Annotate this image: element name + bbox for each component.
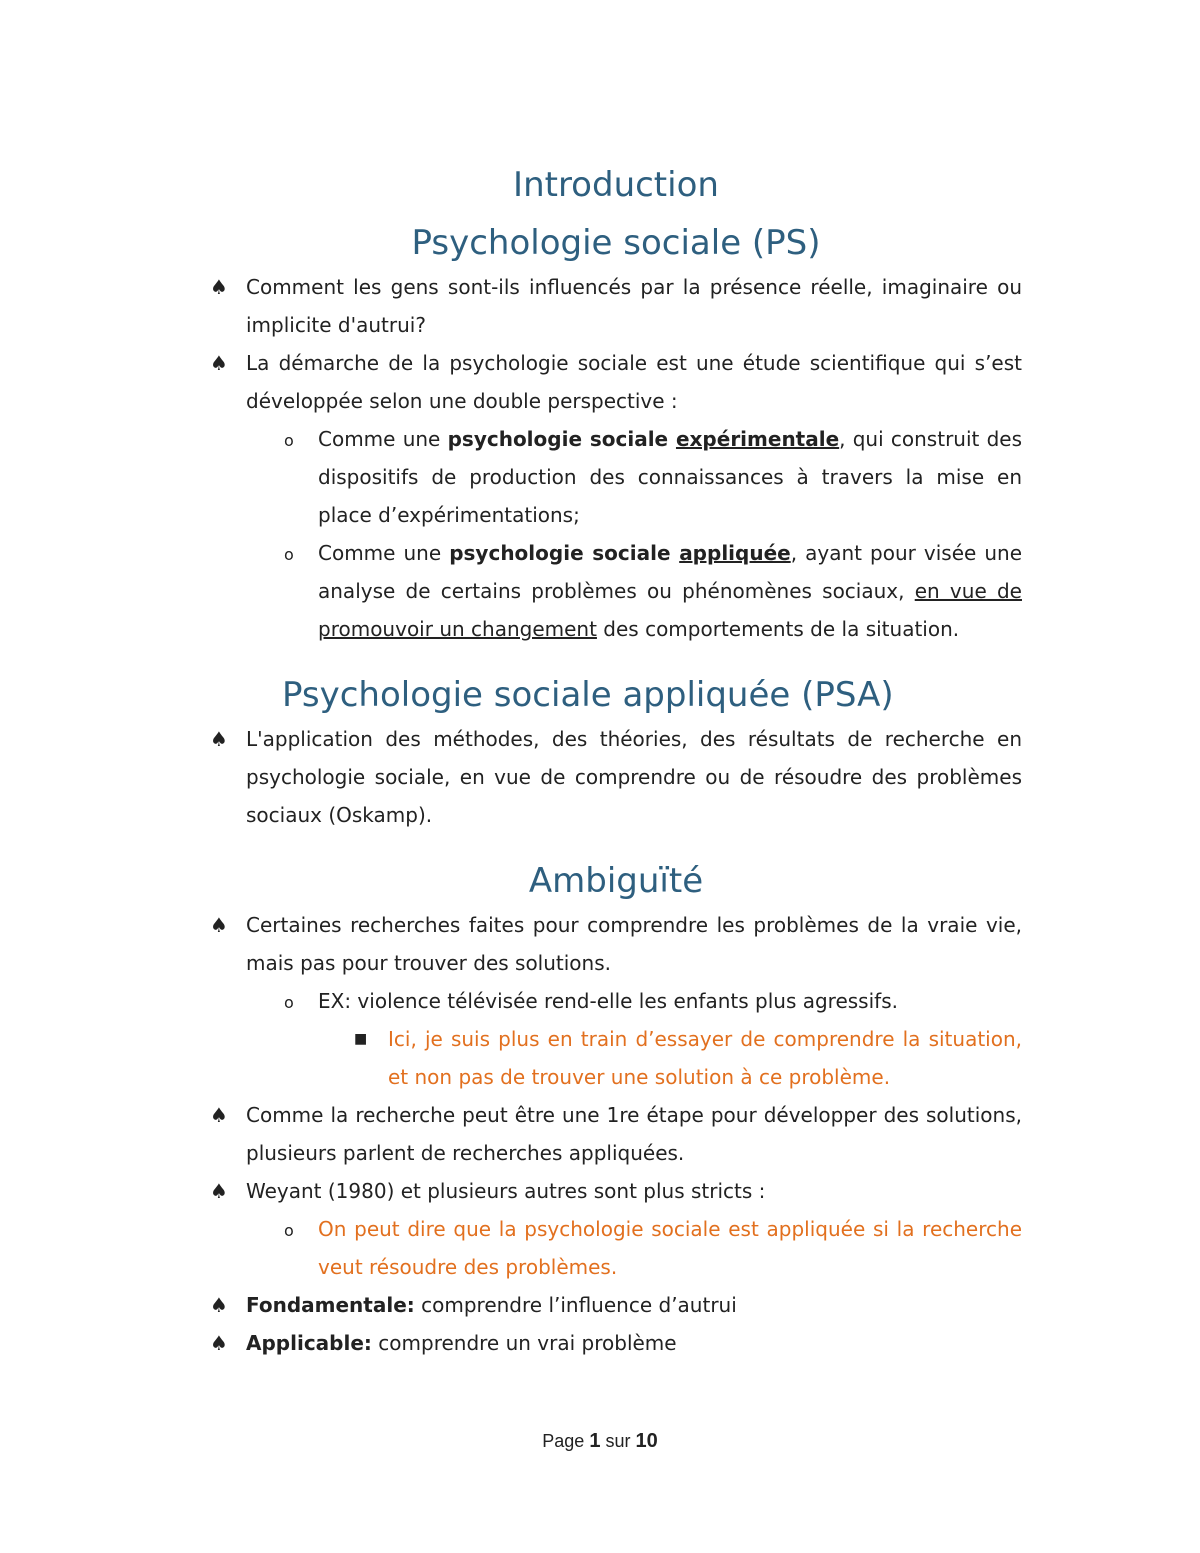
list-item: o EX: violence télévisée rend-elle les enfants plus agressifs. — [282, 982, 1022, 1020]
page-total: 10 — [635, 1430, 658, 1452]
circle-bullet-icon: o — [284, 1221, 294, 1240]
amb-list-2 — [210, 1096, 1022, 1210]
spade-bullet-icon: ♠ — [210, 1293, 228, 1317]
list-item: o Comme une psychologie sociale expérimentale, qui construit des dispositifs de production des connaissances à travers la mise en place d’expérimentations; — [282, 420, 1022, 534]
page-number: 1 — [589, 1430, 601, 1452]
spade-bullet-icon: ♠ — [210, 351, 228, 375]
list-item: ♠ Comment les gens sont-ils influencés par la présence réelle, imaginaire ou implicite d'autrui? — [210, 268, 1022, 344]
spade-bullet-icon: ♠ — [210, 727, 228, 751]
spade-bullet-icon: ♠ — [210, 1331, 228, 1355]
list-item: ■ Ici, je suis plus en train d’essayer de comprendre la situation, et non pas de trouver une solution à ce problème. — [354, 1020, 1022, 1096]
amb-list-3 — [210, 1286, 1022, 1362]
section-heading-psa: Psychologie sociale appliquée (PSA) — [282, 675, 894, 715]
amb-subsublist — [210, 1020, 1022, 1096]
ps-sublist — [210, 420, 1022, 648]
circle-bullet-icon: o — [284, 431, 294, 450]
sur-label: sur — [600, 1431, 636, 1451]
spade-bullet-icon: ♠ — [210, 275, 228, 299]
list-item: o On peut dire que la psychologie sociale est appliquée si la recherche veut résoudre des problèmes. — [282, 1210, 1022, 1286]
list-item: ♠ Applicable: comprendre un vrai problème — [210, 1324, 1022, 1362]
section-heading-ps: Psychologie sociale (PS) — [411, 223, 821, 263]
amb-sublist-1 — [210, 982, 1022, 1020]
amb-sublist-2 — [210, 1210, 1022, 1286]
list-item: o Comme une psychologie sociale appliquée, ayant pour visée une analyse de certains problèmes ou phénomènes sociaux, en vue de promouvoir un changement des comportements de la situation. — [282, 534, 1022, 648]
page-title: Introduction — [513, 165, 719, 205]
list-item: ♠ La démarche de la psychologie sociale est une étude scientifique qui s’est développée selon une double perspective : — [210, 344, 1022, 420]
circle-bullet-icon: o — [284, 993, 294, 1012]
list-item: ♠ L'application des méthodes, des théories, des résultats de recherche en psychologie sociale, en vue de comprendre ou de résoudre des problèmes sociaux (Oskamp). — [210, 720, 1022, 834]
circle-bullet-icon: o — [284, 545, 294, 564]
page-footer — [0, 1430, 1200, 1453]
page-label: Page — [542, 1431, 590, 1451]
list-item: ♠ Certaines recherches faites pour comprendre les problèmes de la vraie vie, mais pas pour trouver des solutions. — [210, 906, 1022, 982]
square-bullet-icon: ■ — [354, 1031, 368, 1047]
page-content — [210, 160, 1022, 1362]
list-item: ♠ Weyant (1980) et plusieurs autres sont plus stricts : — [210, 1172, 1022, 1210]
ps-list — [210, 268, 1022, 420]
amb-list-1 — [210, 906, 1022, 982]
spade-bullet-icon: ♠ — [210, 1179, 228, 1203]
spade-bullet-icon: ♠ — [210, 913, 228, 937]
list-item: ♠ Fondamentale: comprendre l’influence d’autrui — [210, 1286, 1022, 1324]
section-heading-ambiguite: Ambiguïté — [528, 861, 704, 901]
list-item: ♠ Comme la recherche peut être une 1re étape pour développer des solutions, plusieurs parlent de recherches appliquées. — [210, 1096, 1022, 1172]
psa-list — [210, 720, 1022, 834]
spade-bullet-icon: ♠ — [210, 1103, 228, 1127]
